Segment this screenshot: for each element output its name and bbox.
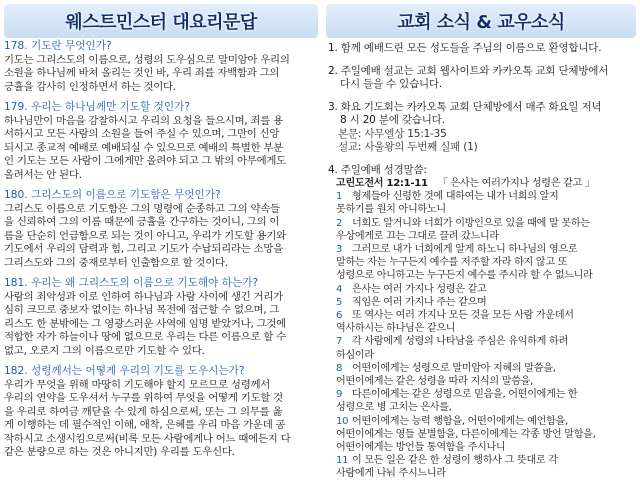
verse-text: 사람에게 나눠 주시느니라 xyxy=(336,468,446,480)
catechism-qa-list xyxy=(0,40,320,460)
scripture-reference: 고린도전서 12:1-11 「 은사는 여러가지나 성령은 같고 」 xyxy=(336,178,595,189)
catechism-answer-line: 작하시고 소생시킴으로써(비록 모든 사람에게나 어느 때에든지 다 xyxy=(4,432,291,445)
verse-number: 6 xyxy=(336,310,343,322)
verse-text: 역사하시는 하나님은 같으니 xyxy=(336,323,456,335)
catechism-question: 181. 우리는 왜 그리스도의 이름으로 기도해야 하는가? xyxy=(4,277,259,290)
notice-3-line-2: 8 시 20 분에 갖습니다. xyxy=(340,114,445,126)
scripture-line xyxy=(336,362,634,375)
scripture-line xyxy=(336,415,634,428)
catechism-answer-line: 심히 크므로 중보자 없이는 하나님 목전에 접근할 수 없으며, 그 xyxy=(4,304,280,317)
verse-text: 직임은 여러 가지나 주는 같으며 xyxy=(352,296,487,308)
scripture-line xyxy=(336,428,634,441)
notice-3-sermon: 설교: 사울왕의 두번째 실패 (1) xyxy=(338,141,478,153)
catechism-answer-line: 서하시고 모든 사람의 소원을 들어 주실 수 있으며, 그만이 신앙 xyxy=(4,128,280,141)
catechism-answer-line: 을 신뢰하여 그의 이름 때문에 긍휼을 간구하는 것이니, 그의 이 xyxy=(4,216,280,229)
verse-number: 9 xyxy=(336,389,343,401)
verse-text: 또 역사는 여러 가지나 모든 것을 모든 사람 가운데서 xyxy=(352,310,574,322)
catechism-question: 182. 성령께서는 어떻게 우리의 기도를 도우시는가? xyxy=(4,365,245,378)
scripture-heading: 「 은사는 여러가지나 성령은 같고 」 xyxy=(437,178,595,189)
catechism-answer-line: 우리가 무엇을 위해 마땅히 기도해야 할지 모르므로 성령께서 xyxy=(4,378,271,391)
scripture-line xyxy=(336,217,634,230)
catechism-question: 178. 기도란 무엇인가? xyxy=(4,40,112,52)
notices-list xyxy=(322,38,640,481)
catechism-answer-line: 름을 단순히 언급함으로 되는 것이 아니고, 우리가 기도할 용기와 xyxy=(4,229,286,242)
scripture-line xyxy=(336,296,634,309)
scripture-line xyxy=(336,401,634,414)
scripture-passage xyxy=(328,177,634,481)
scripture-line xyxy=(336,467,634,480)
verse-number: 1 xyxy=(336,191,343,203)
verse-text: 형제들아 신령한 것에 대하여는 내가 너희의 알지 xyxy=(352,191,559,203)
catechism-answer-line: 우리의 연약을 도우셔서 누구를 위하여 무엇을 어떻게 기도할 것 xyxy=(4,392,283,405)
news-title: 교회 소식 & 교우소식 xyxy=(397,12,565,33)
catechism-answer-line: 소원을 하나님께 바쳐 올리는 것인 바, 우리 죄를 자백함과 그의 xyxy=(4,67,280,80)
verse-text: 각 사람에게 성령의 나타남을 주심은 유익하게 하려 xyxy=(352,336,568,348)
catechism-answer-line: 같은 분량으로 하는 것은 아니지만) 우리를 도우신다. xyxy=(4,446,235,459)
scripture-line xyxy=(336,454,634,467)
scripture-line xyxy=(336,283,634,296)
verse-text: 은사는 여러 가지나 성령은 같고 xyxy=(352,283,487,295)
catechism-answer-line: 되시고 종교적 예배로 예배되실 수 있으므로 예배의 특별한 부분 xyxy=(4,141,283,154)
scripture-line xyxy=(336,203,634,216)
verse-text: 이 모든 일은 같은 한 성령이 행하사 그 뜻대로 각 xyxy=(352,455,558,467)
scripture-line xyxy=(336,335,634,348)
catechism-answer-line: 없고, 오로지 그의 이름으로만 기도할 수 있다. xyxy=(4,344,205,357)
catechism-answer-line: 을 우리로 하여금 깨닫을 수 있게 하심으로써, 또는 그 의무를 옳 xyxy=(4,405,283,418)
catechism-answer-line: 하나님만이 마음을 감찰하시고 우리의 요청을 들으시며, 죄를 용 xyxy=(4,114,283,127)
catechism-answer-line: 리스도 한 분밖에는 그 영광스러운 사역에 임명 받았거나, 그것에 xyxy=(4,317,286,330)
catechism-title-banner xyxy=(4,4,318,38)
verse-number: 10 xyxy=(336,415,349,427)
scripture-line xyxy=(336,243,634,256)
verse-text: 어떤이에게는 영들 분별함을, 다른이에게는 각종 방언 말함을, xyxy=(336,428,596,440)
verse-text: 하심이라 xyxy=(336,349,374,361)
scripture-line xyxy=(336,322,634,335)
catechism-answer-line: 올려서는 안 된다. xyxy=(4,168,82,181)
verse-number: 7 xyxy=(336,336,343,348)
scripture-line xyxy=(336,309,634,322)
verse-text: 성령으로 아니하고는 누구든지 예수를 주시라 할 수 없느니라 xyxy=(336,270,593,282)
scripture-line xyxy=(336,375,634,388)
catechism-answer-line: 긍휼을 감사히 인정하면서 하는 것이다. xyxy=(4,80,176,93)
catechism-column xyxy=(0,0,320,460)
notice-3-text: 본문: 사무엘상 15:1-35 xyxy=(338,127,447,140)
catechism-answer-line: 게 이행하는 데 필수적인 이해, 애착, 은혜를 우리 마음 가운데 공 xyxy=(4,419,286,432)
catechism-answer-line: 적합한 자가 하늘이나 땅에 없으므로 우리는 다른 이름으로 할 수 xyxy=(4,331,286,344)
verse-text: 그러므로 내가 너희에게 알게 하노니 하나님의 영으로 xyxy=(352,244,578,256)
scripture-line xyxy=(336,441,634,454)
scripture-line xyxy=(336,256,634,269)
verse-text: 너희도 알거니와 너희가 이방인으로 있을 때에 말 못하는 xyxy=(352,217,590,229)
verse-text: 우상에게로 끄는 그대로 끌려 갔느니라 xyxy=(336,230,499,242)
verse-number: 3 xyxy=(336,244,343,256)
verse-number: 5 xyxy=(336,296,343,308)
verse-text: 어떤이에게는 성령으로 말미암아 지혜의 말씀을, xyxy=(352,362,556,374)
scripture-line xyxy=(336,269,634,282)
news-title-banner xyxy=(326,4,636,38)
catechism-answer-line: 기도는 그리스도의 이름으로, 성령의 도우심으로 말미암아 우리의 xyxy=(4,53,290,66)
catechism-answer-line: 그리스도 이름으로 기도함은 그의 명령에 순종하고 그의 약속들 xyxy=(4,202,280,215)
news-column xyxy=(322,0,640,481)
verse-number: 4 xyxy=(336,283,343,295)
scripture-line xyxy=(336,388,634,401)
verse-text: 어떤이에게는 능력 행함을, 어떤이에게는 예언함을, xyxy=(352,415,568,427)
notice-3-line-1: 3. 화요 기도회는 카카오톡 교회 단체방에서 매주 화요일 저녁 xyxy=(328,100,602,113)
catechism-answer-line: 기도에서 우리의 담력과 힘, 그리고 기도가 수납되리라는 소망을 xyxy=(4,243,283,256)
verse-text: 말하는 자는 누구든지 예수를 저주할 자라 하지 않고 또 xyxy=(336,257,568,269)
verse-text: 성령으로 병 고치는 은사를, xyxy=(336,402,452,414)
catechism-question: 180. 그리스도의 이름으로 기도함은 무엇인가? xyxy=(4,189,221,202)
scripture-line xyxy=(336,190,634,203)
notice-2-line-2: 다시 들을 수 있습니다. xyxy=(340,78,443,90)
verse-text: 다른이에게는 같은 성령으로 믿음을, 어떤이에게는 한 xyxy=(352,389,578,401)
verse-text: 어떤이에게는 방언들 통역함을 주시나니 xyxy=(336,442,506,454)
verse-text: 못하기를 원치 아니하노니 xyxy=(336,204,446,216)
verse-number: 11 xyxy=(336,455,349,467)
notice-2-line-1: 2. 주일예배 설교는 교회 웹사이트와 카카오톡 교회 단체방에서 xyxy=(328,64,609,77)
notice-4-title: 4. 주일예배 성경말씀: xyxy=(328,163,427,176)
notice-1: 1. 함께 예배드린 모든 성도들을 주님의 이름으로 환영합니다. xyxy=(328,42,602,54)
catechism-question: 179. 우리는 하나님께만 기도할 것인가? xyxy=(4,101,190,114)
scripture-line xyxy=(336,230,634,243)
catechism-title: 웨스트민스터 대요리문답 xyxy=(65,12,257,33)
verse-text: 어떤이에게는 같은 성령을 따라 지식의 말씀을, xyxy=(336,376,534,388)
catechism-answer-line: 인 기도는 모든 사람이 그에게만 올려야 되고 그 밖의 아무에게도 xyxy=(4,155,286,168)
verse-number: 8 xyxy=(336,362,343,374)
catechism-answer-line: 그리스도와 그의 중재로부터 인출함으로 할 것이다. xyxy=(4,256,228,269)
verse-number: 2 xyxy=(336,217,343,229)
catechism-answer-line: 사람의 죄악성과 이로 인하여 하나님과 사람 사이에 생긴 거리가 xyxy=(4,290,283,303)
scripture-line xyxy=(336,349,634,362)
